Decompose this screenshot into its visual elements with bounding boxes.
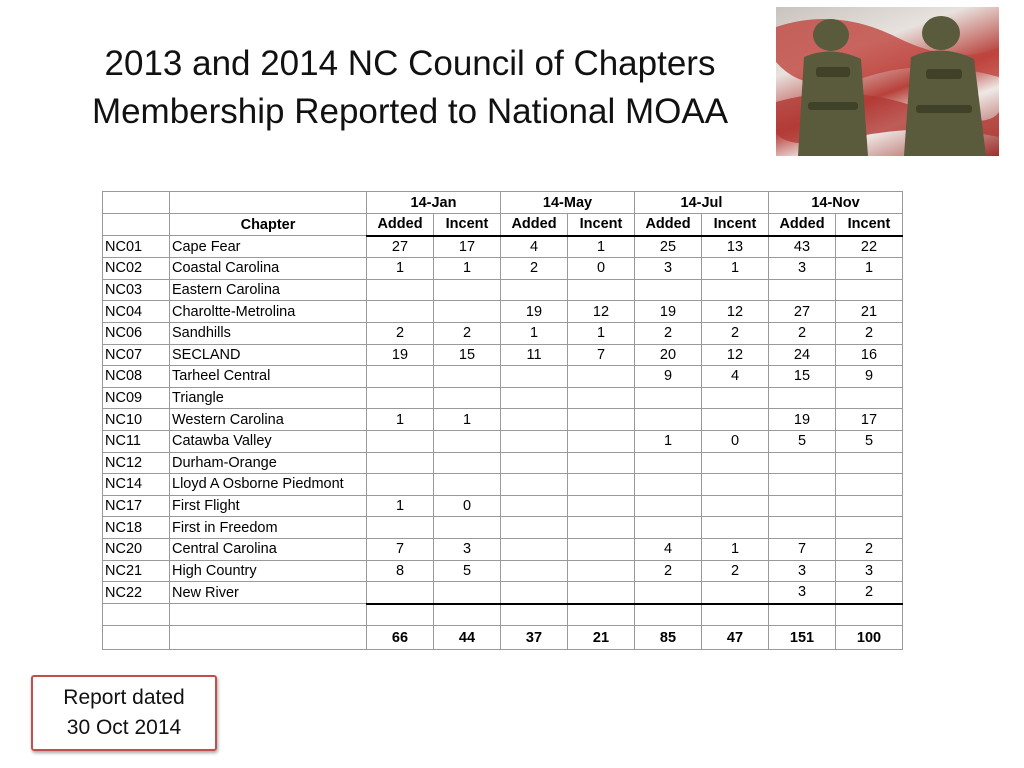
chapter-code: NC12	[103, 452, 170, 474]
added-value: 27	[367, 236, 434, 258]
added-value: 27	[769, 301, 836, 323]
incent-value: 2	[434, 322, 501, 344]
incent-value	[434, 474, 501, 496]
incent-value	[434, 430, 501, 452]
added-value	[769, 495, 836, 517]
chapter-name: Coastal Carolina	[170, 258, 367, 280]
incent-value	[702, 279, 769, 301]
added-value	[635, 517, 702, 539]
total-value: 44	[434, 626, 501, 650]
incent-value	[568, 430, 635, 452]
chapter-name: First in Freedom	[170, 517, 367, 539]
incent-header: Incent	[836, 214, 903, 236]
incent-value	[434, 279, 501, 301]
table-row	[103, 517, 903, 539]
slide-title	[60, 40, 760, 136]
chapter-name: High Country	[170, 560, 367, 582]
title-line-1: 2013 and 2014 NC Council of Chapters	[104, 44, 716, 83]
chapter-name: Catawba Valley	[170, 430, 367, 452]
added-header: Added	[635, 214, 702, 236]
incent-value	[568, 452, 635, 474]
added-value: 1	[501, 322, 568, 344]
added-value	[501, 366, 568, 388]
total-value: 37	[501, 626, 568, 650]
report-date-value: 30 Oct 2014	[66, 716, 182, 739]
chapter-code: NC14	[103, 474, 170, 496]
added-value	[501, 279, 568, 301]
blank-cell	[103, 604, 170, 626]
added-value	[635, 474, 702, 496]
added-value: 4	[635, 538, 702, 560]
incent-value: 1	[568, 322, 635, 344]
incent-value	[434, 301, 501, 323]
blank-cell	[769, 604, 836, 626]
table-row	[103, 236, 903, 258]
incent-value: 13	[702, 236, 769, 258]
totals-row	[103, 626, 903, 650]
blank-cell	[635, 604, 702, 626]
incent-value	[568, 538, 635, 560]
incent-value	[568, 560, 635, 582]
month-header: 14-Jan	[367, 192, 501, 214]
added-value: 25	[635, 236, 702, 258]
added-value	[635, 409, 702, 431]
added-value: 15	[769, 366, 836, 388]
incent-value	[836, 495, 903, 517]
incent-value	[568, 582, 635, 604]
chapter-name: Triangle	[170, 387, 367, 409]
incent-header: Incent	[568, 214, 635, 236]
incent-value	[836, 474, 903, 496]
blank-cell	[367, 604, 434, 626]
added-value	[367, 452, 434, 474]
added-header: Added	[367, 214, 434, 236]
chapter-code: NC04	[103, 301, 170, 323]
table-row	[103, 582, 903, 604]
added-value	[769, 452, 836, 474]
month-header-row	[103, 192, 903, 214]
incent-value	[568, 495, 635, 517]
added-value: 3	[769, 560, 836, 582]
added-value	[635, 582, 702, 604]
added-value	[635, 387, 702, 409]
incent-value: 3	[836, 560, 903, 582]
chapter-name: Tarheel Central	[170, 366, 367, 388]
added-value	[501, 452, 568, 474]
added-value	[769, 279, 836, 301]
chapter-name: Sandhills	[170, 322, 367, 344]
chapter-code: NC01	[103, 236, 170, 258]
incent-value: 22	[836, 236, 903, 258]
chapter-name: Cape Fear	[170, 236, 367, 258]
total-value: 85	[635, 626, 702, 650]
chapter-name: New River	[170, 582, 367, 604]
chapter-name: Central Carolina	[170, 538, 367, 560]
incent-value: 2	[836, 322, 903, 344]
incent-value	[434, 517, 501, 539]
incent-value	[434, 582, 501, 604]
incent-value	[702, 409, 769, 431]
table-row	[103, 560, 903, 582]
added-value: 3	[769, 582, 836, 604]
incent-value	[434, 387, 501, 409]
incent-value	[702, 387, 769, 409]
chapter-name: SECLAND	[170, 344, 367, 366]
added-value: 24	[769, 344, 836, 366]
added-value: 3	[635, 258, 702, 280]
table-row	[103, 430, 903, 452]
title-line-2: Membership Reported to National MOAA	[91, 92, 729, 131]
incent-value	[434, 452, 501, 474]
added-value: 7	[769, 538, 836, 560]
added-value: 2	[635, 560, 702, 582]
chapter-code: NC20	[103, 538, 170, 560]
incent-value: 0	[568, 258, 635, 280]
added-value	[501, 474, 568, 496]
incent-value	[836, 452, 903, 474]
chapter-code: NC21	[103, 560, 170, 582]
added-value	[501, 387, 568, 409]
chapter-name: Eastern Carolina	[170, 279, 367, 301]
incent-value	[568, 517, 635, 539]
incent-value: 17	[434, 236, 501, 258]
chapter-code: NC08	[103, 366, 170, 388]
chapter-code: NC09	[103, 387, 170, 409]
total-value: 66	[367, 626, 434, 650]
added-value: 11	[501, 344, 568, 366]
incent-value: 1	[702, 538, 769, 560]
total-value: 151	[769, 626, 836, 650]
incent-value	[568, 387, 635, 409]
incent-header: Incent	[702, 214, 769, 236]
added-value: 19	[769, 409, 836, 431]
incent-value: 1	[568, 236, 635, 258]
spacer-row	[103, 604, 903, 626]
month-header: 14-Nov	[769, 192, 903, 214]
added-value	[367, 430, 434, 452]
incent-value: 1	[702, 258, 769, 280]
added-header: Added	[501, 214, 568, 236]
chapter-header: Chapter	[170, 214, 367, 236]
total-value: 100	[836, 626, 903, 650]
report-date-box	[31, 675, 217, 751]
added-value: 1	[367, 495, 434, 517]
incent-value: 2	[836, 582, 903, 604]
incent-header: Incent	[434, 214, 501, 236]
table-row	[103, 387, 903, 409]
incent-value: 12	[702, 344, 769, 366]
table-row	[103, 474, 903, 496]
chapter-code: NC22	[103, 582, 170, 604]
incent-value	[568, 366, 635, 388]
incent-value: 5	[836, 430, 903, 452]
chapter-code: NC18	[103, 517, 170, 539]
incent-value	[836, 517, 903, 539]
table-row	[103, 495, 903, 517]
month-header: 14-May	[501, 192, 635, 214]
column-header-row	[103, 214, 903, 236]
incent-value: 3	[434, 538, 501, 560]
added-value	[367, 279, 434, 301]
chapter-code: NC03	[103, 279, 170, 301]
added-value: 2	[501, 258, 568, 280]
chapter-name: Charoltte-Metrolina	[170, 301, 367, 323]
chapter-code: NC02	[103, 258, 170, 280]
incent-value	[568, 279, 635, 301]
incent-value: 7	[568, 344, 635, 366]
incent-value: 12	[568, 301, 635, 323]
incent-value: 12	[702, 301, 769, 323]
table-row	[103, 538, 903, 560]
added-value: 9	[635, 366, 702, 388]
table-row	[103, 344, 903, 366]
incent-value: 2	[702, 560, 769, 582]
added-value	[501, 582, 568, 604]
incent-value: 5	[434, 560, 501, 582]
table-row	[103, 366, 903, 388]
incent-value: 1	[434, 409, 501, 431]
incent-value	[836, 279, 903, 301]
incent-value	[702, 474, 769, 496]
incent-value: 9	[836, 366, 903, 388]
added-value: 1	[367, 409, 434, 431]
chapter-code: NC10	[103, 409, 170, 431]
added-value: 2	[769, 322, 836, 344]
month-header: 14-Jul	[635, 192, 769, 214]
added-value: 7	[367, 538, 434, 560]
chapter-code: NC06	[103, 322, 170, 344]
incent-value: 21	[836, 301, 903, 323]
blank-cell	[170, 626, 367, 650]
added-value	[367, 301, 434, 323]
added-value	[367, 474, 434, 496]
blank-cell	[170, 604, 367, 626]
incent-value: 2	[702, 322, 769, 344]
header-blank-name	[170, 192, 367, 214]
added-value	[635, 279, 702, 301]
added-value: 2	[635, 322, 702, 344]
incent-value	[434, 366, 501, 388]
added-value	[367, 582, 434, 604]
incent-value: 17	[836, 409, 903, 431]
added-value	[501, 430, 568, 452]
blank-cell	[103, 626, 170, 650]
incent-value	[836, 387, 903, 409]
incent-value	[702, 517, 769, 539]
added-value	[769, 387, 836, 409]
chapter-name: Durham-Orange	[170, 452, 367, 474]
added-value: 4	[501, 236, 568, 258]
added-value: 19	[501, 301, 568, 323]
added-value: 1	[367, 258, 434, 280]
chapter-name: Western Carolina	[170, 409, 367, 431]
report-dated-label: Report dated	[63, 686, 185, 709]
table-row	[103, 301, 903, 323]
incent-value	[568, 474, 635, 496]
added-value: 19	[367, 344, 434, 366]
added-value: 43	[769, 236, 836, 258]
added-value	[635, 495, 702, 517]
added-value	[635, 452, 702, 474]
incent-value	[568, 409, 635, 431]
added-header: Added	[769, 214, 836, 236]
blank-cell	[836, 604, 903, 626]
added-value	[501, 495, 568, 517]
soldiers-flag-photo	[776, 7, 999, 156]
table-row	[103, 409, 903, 431]
added-value	[769, 517, 836, 539]
blank-cell	[702, 604, 769, 626]
table-row	[103, 279, 903, 301]
header-blank-code	[103, 192, 170, 214]
incent-value: 0	[434, 495, 501, 517]
total-value: 47	[702, 626, 769, 650]
incent-value: 0	[702, 430, 769, 452]
added-value	[501, 538, 568, 560]
added-value: 19	[635, 301, 702, 323]
added-value	[367, 517, 434, 539]
chapter-code: NC11	[103, 430, 170, 452]
chapter-name: Lloyd A Osborne Piedmont	[170, 474, 367, 496]
incent-value: 4	[702, 366, 769, 388]
header-blank-code	[103, 214, 170, 236]
blank-cell	[434, 604, 501, 626]
incent-value: 1	[836, 258, 903, 280]
added-value	[501, 409, 568, 431]
incent-value	[702, 452, 769, 474]
added-value	[367, 387, 434, 409]
membership-table	[102, 191, 903, 650]
added-value: 20	[635, 344, 702, 366]
incent-value	[702, 495, 769, 517]
blank-cell	[568, 604, 635, 626]
added-value: 1	[635, 430, 702, 452]
added-value	[501, 517, 568, 539]
incent-value: 16	[836, 344, 903, 366]
added-value	[501, 560, 568, 582]
added-value: 3	[769, 258, 836, 280]
incent-value: 2	[836, 538, 903, 560]
added-value: 8	[367, 560, 434, 582]
chapter-code: NC07	[103, 344, 170, 366]
blank-cell	[501, 604, 568, 626]
table-row	[103, 258, 903, 280]
chapter-code: NC17	[103, 495, 170, 517]
table-row	[103, 452, 903, 474]
total-value: 21	[568, 626, 635, 650]
incent-value: 15	[434, 344, 501, 366]
added-value: 2	[367, 322, 434, 344]
table-row	[103, 322, 903, 344]
added-value: 5	[769, 430, 836, 452]
incent-value	[702, 582, 769, 604]
added-value	[769, 474, 836, 496]
chapter-name: First Flight	[170, 495, 367, 517]
added-value	[367, 366, 434, 388]
incent-value: 1	[434, 258, 501, 280]
